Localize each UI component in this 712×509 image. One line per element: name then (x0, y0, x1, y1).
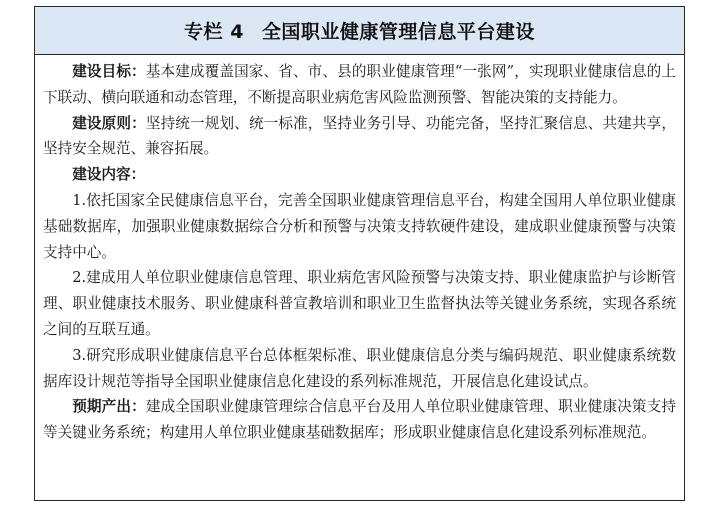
output-text: 建成全国职业健康管理综合信息平台及用人单位职业健康管理、职业健康决策支持等关键业务系统；构建用人单位职业健康基础数据库；形成职业健康信息化建设系列标准规范。 (43, 398, 676, 442)
principle-text: 坚持统一规划、统一标准，坚持业务引导、功能完备，坚持汇聚信息、共建共享，坚持安全规范、兼容拓展。 (43, 114, 676, 158)
goal-label: 建设目标： (72, 63, 146, 80)
column-box (34, 6, 685, 501)
content-item-2: 2.建成用人单位职业健康信息管理、职业病危害风险预警与决策支持、职业健康监护与诊断管理、职业健康技术服务、职业健康科普宣教培训和职业卫生监督执法等关键业务系统，实现各系统之间的互联互通。 (43, 269, 676, 338)
goal-paragraph (43, 59, 676, 111)
principle-label: 建设原则： (72, 114, 146, 132)
output-label: 预期产出： (72, 398, 146, 416)
column-number-value: 4 (230, 21, 244, 43)
principle-paragraph (43, 111, 676, 163)
content-heading (43, 162, 676, 188)
column-prefix: 专栏 (184, 21, 224, 43)
output-paragraph (43, 394, 676, 446)
column-body (35, 55, 684, 446)
column-number (184, 17, 244, 44)
column-title: 全国职业健康管理信息平台建设 (261, 21, 535, 43)
goal-text: 基本建成覆盖国家、省、市、县的职业健康管理“一张网”，实现职业健康信息的上下联动、横向联通和动态管理，不断提高职业病危害风险监测预警、智能决策的支持能力。 (43, 63, 676, 106)
column-header (35, 7, 684, 55)
content-item-3: 3.研究形成职业健康信息平台总体框架标准、职业健康信息分类与编码规范、职业健康系统数据库设计规范等指导全国职业健康信息化建设的系列标准规范，开展信息化建设试点。 (43, 346, 676, 390)
content-label: 建设内容： (72, 166, 146, 184)
content-item-1: 1.依托国家全民健康信息平台，完善全国职业健康管理信息平台，构建全国用人单位职业健康基础数据库，加强职业健康数据综合分析和预警与决策支持软硬件建设，建成职业健康预警与决策支持中心。 (43, 191, 676, 261)
